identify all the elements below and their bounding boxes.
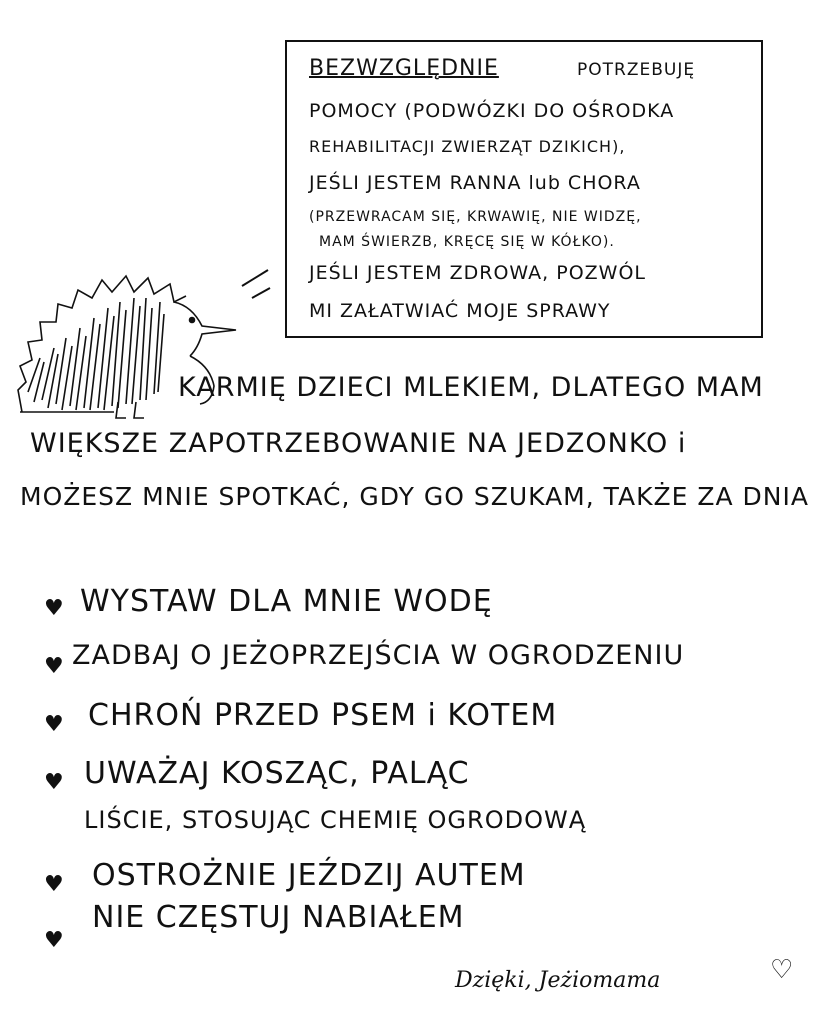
heart-icon: ♥ (44, 712, 64, 737)
heart-icon: ♥ (44, 872, 64, 897)
speech-line: JEŚLI JESTEM ZDROWA, POZWÓL (309, 262, 646, 284)
speech-line: POTRZEBUJĘ (577, 60, 696, 80)
tip-item: CHROŃ PRZED PSEM i KOTEM (88, 698, 558, 733)
heart-icon: ♥ (44, 770, 64, 795)
heart-icon: ♥ (44, 596, 64, 621)
tip-item: NIE CZĘSTUJ NABIAŁEM (92, 900, 465, 935)
paragraph-line: KARMIĘ DZIECI MLEKIEM, DLATEGO MAM (178, 372, 764, 403)
paragraph-line: WIĘKSZE ZAPOTRZEBOWANIE NA JEDZONKO i (30, 428, 687, 459)
speech-line: MI ZAŁATWIAĆ MOJE SPRAWY (309, 300, 611, 322)
paragraph-line: MOŻESZ MNIE SPOTKAĆ, GDY GO SZUKAM, TAKŻE ZA DNIA (20, 482, 809, 511)
heart-icon: ♥ (44, 928, 64, 953)
heart-icon: ♥ (44, 654, 64, 679)
tip-item: ZADBAJ O JEŻOPRZEJŚCIA W OGRODZENIU (72, 640, 685, 671)
heart-icon: ♡ (770, 955, 794, 985)
signature: Dzięki, Jeżiomama (455, 968, 661, 993)
speech-line: REHABILITACJI ZWIERZĄT DZIKICH), (309, 137, 626, 156)
speech-line: (PRZEWRACAM SIĘ, KRWAWIĘ, NIE WIDZĘ, (309, 209, 642, 225)
speech-bubble (285, 40, 763, 338)
speech-line: MAM ŚWIERZB, KRĘCĘ SIĘ W KÓŁKO). (319, 234, 615, 250)
tip-item: UWAŻAJ KOSZĄC, PALĄC (84, 756, 470, 791)
speech-title: BEZWZGLĘDNIE (309, 56, 499, 81)
speech-line: JEŚLI JESTEM RANNA lub CHORA (309, 172, 641, 194)
tip-item: OSTROŻNIE JEŹDZIJ AUTEM (92, 858, 526, 893)
tip-item-continuation: LIŚCIE, STOSUJĄC CHEMIĘ OGRODOWĄ (84, 806, 587, 834)
speech-line: POMOCY (PODWÓZKI DO OŚRODKA (309, 100, 675, 122)
tip-item: WYSTAW DLA MNIE WODĘ (80, 584, 493, 619)
